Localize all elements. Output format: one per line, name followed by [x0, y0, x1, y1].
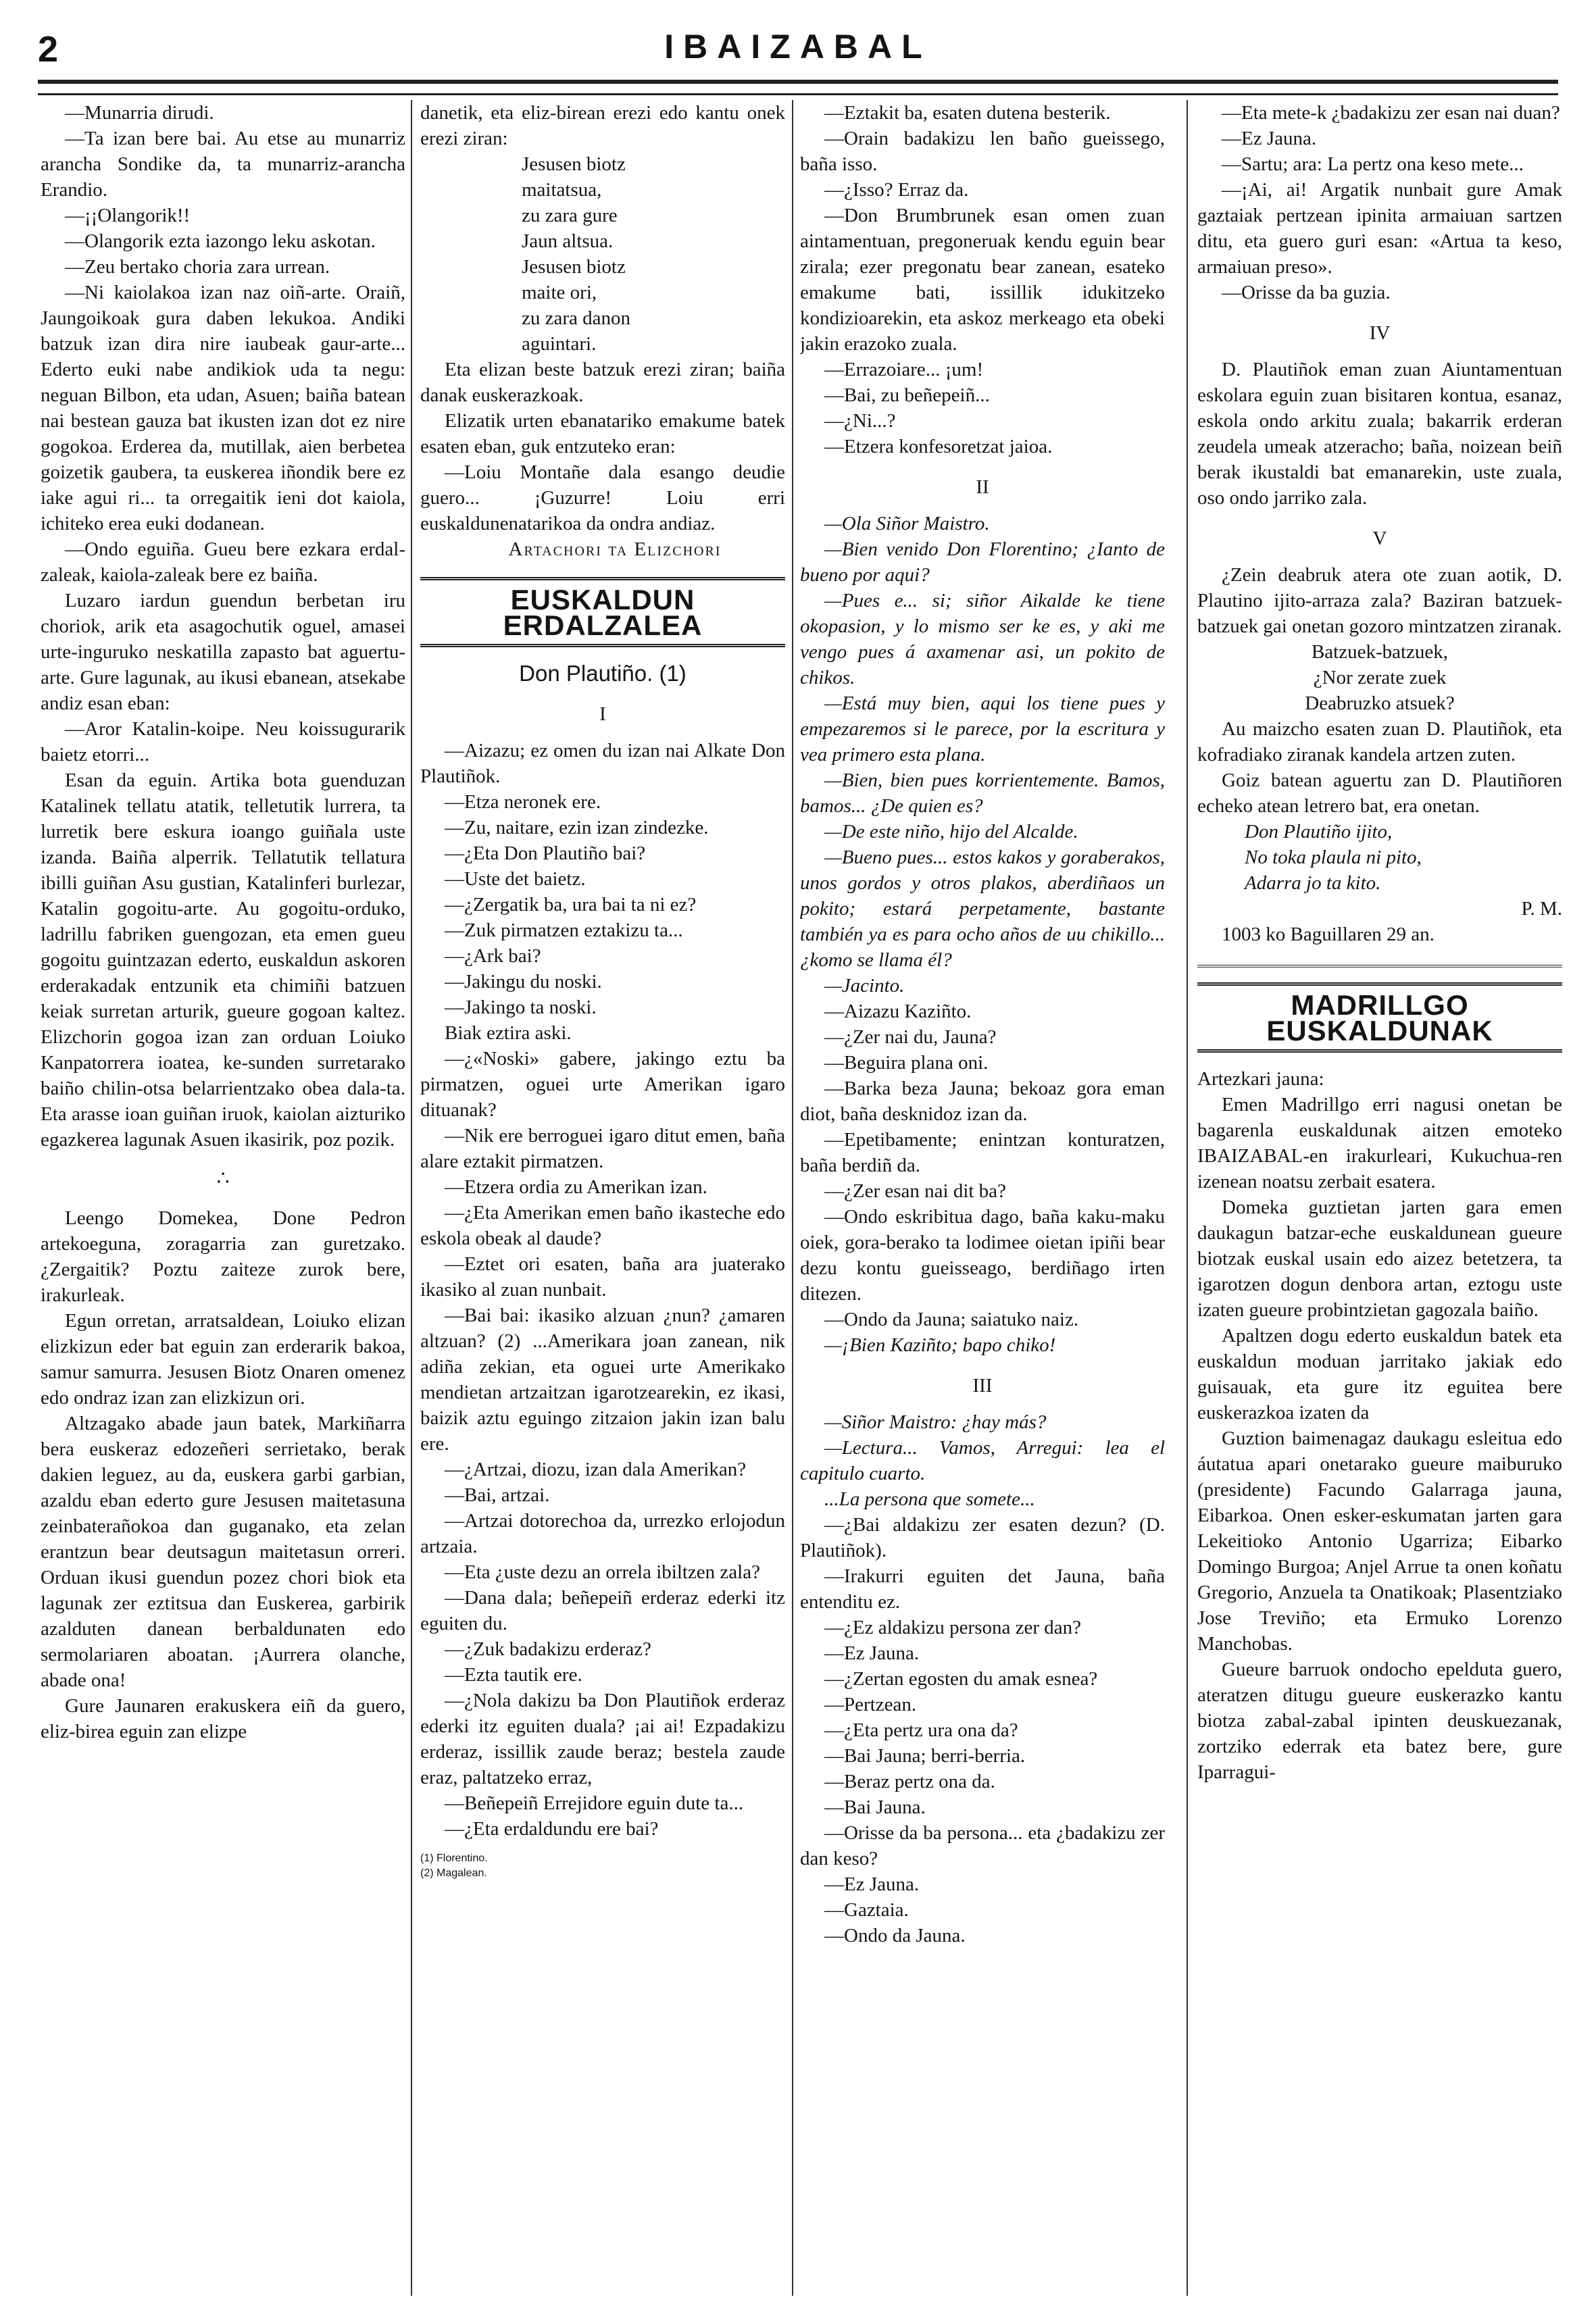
verse-line: Don Plautiño ijito, — [1245, 821, 1393, 842]
dialogue-line: —Bien venido Don Florentino; ¿Ianto de bueno por aqui? — [800, 538, 1165, 586]
dialogue-line: —Ez Jauna. — [824, 1873, 920, 1895]
dialogue-line: —De este niño, hijo del Alcalde. — [824, 821, 1078, 842]
dialogue-line: —Zuk pirmatzen eztakizu ta... — [445, 920, 683, 941]
dialogue-line: —Ez Jauna. — [824, 1642, 920, 1664]
dialogue-line: —Bai bai: ikasiko alzuan ¿nun? ¿amaren altzuan? (2) ...Amerikara joan zanean, nik adiña zekian, eta oguei urte Amerikako mendietan artzaitzan igarotzearekin, ez ikasi, baizik aztu eguingo zitzaion jakin izan balu ere. — [420, 1305, 785, 1455]
hymn-line: zu zara gure — [522, 205, 618, 226]
dialogue-line: —Ola Siñor Maistro. — [824, 513, 990, 534]
section-separator: ∴ — [216, 1167, 230, 1190]
author-initials: P. M. — [1521, 898, 1562, 920]
chapter-number: II — [976, 476, 989, 498]
hymn-line: Jesusen biotz — [522, 256, 626, 278]
header-rule — [38, 80, 1558, 95]
dialogue-line: —Aizazu; ez omen du izan nai Alkate Don Plautiñok. — [420, 740, 785, 787]
hymn-line: Jaun altsua. — [522, 230, 614, 252]
dialogue-line: —Beguira plana oni. — [824, 1052, 989, 1074]
paragraph: Elizatik urten ebanatariko emakume batek esaten eban, guk entzuteko eran: — [420, 410, 785, 457]
column-divider — [411, 100, 412, 2296]
dialogue-line: —Beñepeiñ Errejidore eguin dute ta... — [445, 1792, 744, 1814]
article-separator — [1197, 965, 1562, 967]
dialogue-line: —¿Nola dakizu ba Don Plautiñok erderaz ederki itz eguiten duala? ¡ai ai! Ezpadakizu erderaz, issillik zaude beraz; bestela zaude eraz, paltatzeko erraz, — [420, 1690, 785, 1788]
article-date: 1003 ko Baguillaren 29 an. — [1222, 924, 1435, 945]
hymn-line: aguintari. — [522, 333, 597, 355]
dialogue-line: —¿Zertan egosten du amak esnea? — [824, 1668, 1098, 1690]
footnote: (1) Florentino. — [420, 1853, 488, 1864]
salutation: Artezkari jauna: — [1197, 1068, 1324, 1090]
dialogue-line: —¿Eta pertz ura ona da? — [824, 1719, 1018, 1741]
dialogue-line: —Jacinto. — [824, 975, 905, 997]
dialogue-line: —¿Artzai, diozu, izan dala Amerikan? — [445, 1459, 747, 1480]
column-1 — [41, 100, 405, 2296]
dialogue-line: —Epetibamente; enintzan konturatzen, baña berdiñ da. — [800, 1129, 1165, 1176]
dialogue-line: Biak eztira aski. — [445, 1022, 572, 1044]
footnote: (2) Magalean. — [420, 1867, 487, 1879]
dialogue-line: —¿Ni...? — [824, 410, 896, 432]
paragraph: Gueure barruok ondocho epelduta guero, ateratzen ditugu gueure euskerazko kantu biotza zabal-zabal ipinten deuskuezanak, zortziko ederrak eta batez bere, gure Iparragui- — [1197, 1659, 1562, 1783]
dialogue-line: —Bai, zu beñepeiñ... — [824, 384, 990, 406]
paragraph: —Loiu Montañe dala esango deudie guero... ¡Guzurre! Loiu erri euskaldunenatarikoa da ondra andiaz. — [420, 461, 785, 534]
section-title: MADRILLGO EUSKALDUNAK — [1197, 982, 1562, 1053]
column-3 — [800, 100, 1165, 2296]
hymn-line: maitatsua, — [522, 179, 602, 201]
dialogue-line: —Ondo eskribitua dago, baña kaku-maku oiek, gora-berako ta lodimee oietan ipiñi bear dezu kontu gueisseago, berdiñago irten ditezen. — [800, 1206, 1165, 1305]
newspaper-title: IBAIZABAL — [664, 28, 932, 66]
paragraph: Altzagako abade jaun batek, Markiñarra bera euskeraz edozeñeri serrietako, berak dakien leguez, au da, euskera garbi garbian, azaldu eban ederto gure Jesusen maitetasuna zeinbaterañokoa dan guganako, eta zelan erantzun bear deutsagun maitetasun orreri. Orduan ikusi guendun pozez chori biok eta lagunak zer eztitsua dan Euskerea, garbirik azalduten danean berbaldunaten edo sermolariaren aboatan. ¡Aurrera olanche, abade ona! — [41, 1413, 405, 1691]
dialogue-line: —¿Ark bai? — [445, 945, 541, 967]
paragraph: Leengo Domekea, Done Pedron artekoeguna, zoragarria zan guretzako. ¿Zergaitik? Poztu zaiteze zurok bere, irakurleak. — [41, 1207, 405, 1306]
paragraph: Egun orretan, arratsaldean, Loiuko elizan elizkizun eder bat eguin zan erderarik bakoa, samur samurra. Jesusen Biotz Onaren omenez edo ondraz izan zan elizkizun ori. — [41, 1310, 405, 1409]
dialogue-line: —Nik ere berroguei igaro ditut emen, baña alare eztakit pirmatzen. — [420, 1125, 785, 1172]
dialogue-line: —Siñor Maistro: ¿hay más? — [824, 1411, 1047, 1433]
chapter-number: III — [972, 1375, 993, 1397]
paragraph: —Ta izan bere bai. Au etse au munarriz arancha Sondike da, ta munarriz-arancha Erandio. — [41, 128, 405, 201]
dialogue-line: —Dana dala; beñepeiñ erderaz ederki itz eguiten du. — [420, 1587, 785, 1634]
hymn-line: maite ori, — [522, 282, 597, 303]
dialogue-line: —Pertzean. — [824, 1694, 917, 1715]
column-divider — [1187, 100, 1188, 2296]
dialogue-line: —Aizazu Kaziñto. — [824, 1001, 972, 1022]
dialogue-line: —Jakingo ta noski. — [445, 997, 597, 1018]
dialogue-line: —¿Bai aldakizu zer esaten dezun? (D. Plautiñok). — [800, 1514, 1165, 1561]
dialogue-line: —¿«Noski» gabere, jakingo eztu ba pirmatzen, oguei urte Amerikan igaro dituanak? — [420, 1048, 785, 1121]
dialogue-line: —Eta mete-k ¿badakizu zer esan nai duan? — [1222, 102, 1560, 124]
dialogue-line: —Zu, naitare, ezin izan zindezke. — [445, 817, 709, 838]
dialogue-line: —Artzai dotorechoa da, urrezko erlojodun artzaia. — [420, 1510, 785, 1557]
dialogue-line: —Bai Jauna. — [824, 1796, 926, 1818]
dialogue-line: —Bien, bien pues korrientemente. Bamos, bamos... ¿De quien es? — [800, 770, 1165, 817]
dialogue-line: —¡Ai, ai! Argatik nunbait gure Amak gaztaiak pertzean ipinita armaiuan sartzen ditu, eta guero guri esan: «Artua ta keso, armaiuan preso». — [1197, 179, 1562, 278]
paragraph: —Olangorik ezta iazongo leku askotan. — [65, 230, 376, 252]
dialogue-line: —Bueno pues... estos kakos y goraberakos, unos gordos y otros plakos, aberdiñaos un pokito; estará perpetamente, bastante también ya es para ocho años de uu chikillo... ¿komo se llama él? — [800, 847, 1165, 971]
dialogue-line: —Jakingu du noski. — [445, 971, 602, 992]
section-title: EUSKALDUN ERDALZALEA — [420, 577, 785, 647]
dialogue-line: —Don Brumbrunek esan omen zuan aintamentuan, pregoneruak kendu eguin bear zirala; ezer pregonatu bear zanean, esateko emakume bati, issillik idukitzeko kondizioarekin, eta askoz merkeago eta obeki jakin erazoko zuala. — [800, 205, 1165, 355]
dialogue-line: —Etzera konfesoretzat jaioa. — [824, 436, 1053, 457]
dialogue-line: —¿Ez aldakizu persona zer dan? — [824, 1617, 1082, 1638]
dialogue-line: —¿Eta Don Plautiño bai? — [445, 842, 646, 864]
dialogue-line: —Bai Jauna; berri-berria. — [824, 1745, 1026, 1767]
paragraph: —Aror Katalin-koipe. Neu koissugurarik baietz etorri... — [41, 718, 405, 765]
dialogue-line: —Orisse da ba guzia. — [1222, 282, 1391, 303]
article-headline: Don Plautiño. (1) — [519, 661, 687, 686]
dialogue-line: —Pues e... si; siñor Aikalde ke tiene okopasion, y lo mismo ser ke es, y aki me vengo pues á axamenar asi, un pokito de chikos. — [800, 590, 1165, 688]
dialogue-line: —Eztet ori esaten, baña ara juaterako ikasiko al zuan nunbait. — [420, 1253, 785, 1301]
paragraph: ¿Zein deabruk atera ote zuan aotik, D. Plautino ijito-arraza zala? Baziran batzuek-batzuek gai onetan gozoro mintzatzen ziranak. — [1197, 564, 1562, 637]
paragraph: —¡¡Olangorik!! — [65, 205, 191, 226]
dialogue-line: —Sartu; ara: La pertz ona keso mete... — [1222, 153, 1524, 175]
paragraph: —Ondo eguiña. Gueu bere ezkara erdal-zaleak, kaiola-zaleak bere ez baiña. — [41, 538, 405, 586]
paragraph: Guztion baimenagaz daukagu esleitua edo áutatua apari onetarako gueure maiburuko (presidente) Facundo Galarraga jauna, Eibarkoa. Onen esker-eskumatan jarten gara Lekeitioko Antonio Ugarriza; Eibarko Domingo Burgoa; Anjel Arrue ta onen koñatu Gregorio, Anzuela ta Onatikoak; Plasentziako Jose Treviño; eta Ermuko Lorenzo Manchobas. — [1197, 1428, 1562, 1655]
paragraph: Goiz batean aguertu zan D. Plautiñoren echeko atean letrero bat, era onetan. — [1197, 770, 1562, 817]
dialogue-line: —Ondo da Jauna; saiatuko naiz. — [824, 1309, 1079, 1330]
paragraph: Eta elizan beste batzuk erezi ziran; baiña danak euskerazkoak. — [420, 359, 785, 406]
paragraph: Gure Jaunaren erakuskera eiñ da guero, eliz-birea eguin zan elizpe — [41, 1695, 405, 1742]
dialogue-line: —Eta ¿uste dezu an orrela ibiltzen zala? — [445, 1561, 760, 1583]
paragraph: Domeka guztietan jarten gara emen daukagun batzar-eche euskaldunean gueure biotzak euskal usain edo aizez betetzera, ta igarotzen dogun denbora artan, eztogu uste izaten gueure probintzietan gagozala baiño. — [1197, 1197, 1562, 1321]
dialogue-line: —Beraz pertz ona da. — [824, 1771, 995, 1792]
dialogue-line: —Etza neronek ere. — [445, 791, 601, 813]
dialogue-line: —Ondo da Jauna. — [824, 1925, 966, 1946]
verse-line: No toka plaula ni pito, — [1245, 847, 1422, 868]
dialogue-line: —Orisse da ba persona... eta ¿badakizu zer dan keso? — [800, 1822, 1165, 1869]
paragraph: Luzaro iardun guendun berbetan iru choriok, arik eta asagochutik oguel, amasei urte-inguruko neskatilla zapasto bat aguertu-arte. Gure lagunak, au ikusi ebanean, atsekabe andiz esan eban: — [41, 590, 405, 714]
dialogue-line: —Etzera ordia zu Amerikan izan. — [445, 1176, 707, 1198]
dialogue-line: —Bai, artzai. — [445, 1484, 550, 1506]
dialogue-line: —Uste det baietz. — [445, 868, 586, 890]
hymn-line: zu zara danon — [522, 307, 631, 329]
paragraph: Apaltzen dogu ederto euskaldun batek eta euskaldun moduan jarritako jakiak edo guisauak, eta gure itz eguitea bere euskerazkoa izaten da — [1197, 1325, 1562, 1424]
dialogue-line: —Orain badakizu len baño gueissego, baña isso. — [800, 128, 1165, 175]
chapter-number: I — [599, 703, 606, 725]
dialogue-line: —Ez Jauna. — [1222, 128, 1317, 149]
paragraph: danetik, eta eliz-birean erezi edo kantu onek erezi ziran: — [420, 102, 785, 149]
dialogue-line: —¿Zuk badakizu erderaz? — [445, 1638, 651, 1660]
dialogue-line: —¿Eta Amerikan emen baño ikasteche edo eskola obeak al daude? — [420, 1202, 785, 1249]
dialogue-line: —Está muy bien, aqui los tiene pues y empezaremos si le parece, por la escritura y vea primero esta plana. — [800, 693, 1165, 765]
dialogue-line: —¿Zer nai du, Jauna? — [824, 1026, 997, 1048]
paragraph: —Zeu bertako choria zara urrean. — [65, 256, 330, 278]
dialogue-line: —Gaztaia. — [824, 1899, 909, 1921]
dialogue-line: —¡Bien Kaziñto; bapo chiko! — [824, 1334, 1056, 1356]
page-number: 2 — [38, 29, 59, 70]
article-signature: Artachori ta Elizchori — [508, 538, 722, 560]
dialogue-line: —Eztakit ba, esaten dutena besterik. — [824, 102, 1111, 124]
paragraph: —Munarria dirudi. — [65, 102, 214, 124]
column-2 — [420, 100, 785, 2296]
dialogue-line: —Errazoiare... ¡um! — [824, 359, 984, 380]
verse-line: Adarra jo ta kito. — [1245, 872, 1381, 894]
paragraph: Esan da eguin. Artika bota guenduzan Katalinek tellatu atatik, telletutik lurrera, ta lurretik bere eskura ioango guiñala uste izanda. Baiña alperrik. Tellatutik tellatura ibilli guiñan Asu gustian, Katalinferi burlezar, Katalin gogoitu-arte. Au gogoitu-orduko, ladrillu fabriken guengozan, eta emen gueu gogoitu guintzazan ederto, euskaldun askoren erderakadak entzunik eta chimiñi batzuen keiak surretan arturik, gueure gogoan kaltez. Elizchorin gogoa izan zan orduan Loiuko Kanpatorrera ioatea, ke-sunden surretarako baiño chilin-otsa belarrientzako obea dala-ta. Eta arasse ioan guiñan iruok, kaiolan aizturiko egazkerea lagunak Asuen ikasirik, poz pozik. — [41, 770, 405, 1151]
column-4 — [1197, 100, 1562, 2296]
paragraph: D. Plautiñok eman zuan Aiuntamentuan eskolara eguin zuan bisitaren kontua, esanaz, eskola ondo arkitu zuala; bakarrik erderan zeudela umeak atzeracho; baña, noizean beiñ berak ikustaldi bat emanarekin, uste zuala, oso ondo jarriko zala. — [1197, 359, 1562, 509]
dialogue-line: —¿Eta erdaldundu ere bai? — [445, 1818, 659, 1840]
dialogue-line: —Irakurri eguiten det Jauna, baña entenditu ez. — [800, 1565, 1165, 1613]
verse-line: Deabruzko atsuek? — [1305, 693, 1455, 714]
paragraph: Emen Madrillgo erri nagusi onetan be bagarenla euskaldunak aitzen emoteko IBAIZABAL-en irakurleari, Kukuchua-ren izenean noatsu zerbait esatera. — [1197, 1094, 1562, 1192]
chapter-number: IV — [1369, 322, 1391, 344]
dialogue-line: —¿Isso? Erraz da. — [824, 179, 969, 201]
hymn-line: Jesusen biotz — [522, 153, 626, 175]
dialogue-line: —¿Zer esan nai dit ba? — [824, 1180, 1006, 1202]
dialogue-line: ...La persona que somete... — [824, 1488, 1035, 1510]
column-divider — [792, 100, 793, 2296]
dialogue-line: —Barka beza Jauna; bekoaz gora eman diot, baña desknidoz izan da. — [800, 1078, 1165, 1125]
dialogue-line: —¿Zergatik ba, ura bai ta ni ez? — [445, 894, 697, 915]
paragraph: Au maizcho esaten zuan D. Plautiñok, eta kofradiako ziranak kandela artzen zuten. — [1197, 718, 1562, 765]
chapter-number: V — [1372, 528, 1387, 549]
dialogue-line: —Ezta tautik ere. — [445, 1664, 582, 1686]
verse-line: Batzuek-batzuek, — [1311, 641, 1449, 663]
verse-line: ¿Nor zerate zuek — [1313, 667, 1447, 688]
dialogue-line: —Lectura... Vamos, Arregui: lea el capitulo cuarto. — [800, 1437, 1165, 1484]
paragraph: —Ni kaiolakoa izan naz oiñ-arte. Oraiñ, Jaungoikoak gura daben lekukoa. Andiki batzuk izan dira nire iaubeak gaur-arte... Ederto euki nabe andikiok uda ta negu: neguan Bilbon, eta udan, Asuen; baiña batean nai bestean gauza bat ikusten izan dot ez nire gogokoa. Erderea da, mutillak, aien berbetea goizetik gaubera, ta euskerea iñondik bere ez iake agui ri... ta orregaitik ieni dot kaiola, ichiteko erea euki dodanean. — [41, 282, 405, 534]
